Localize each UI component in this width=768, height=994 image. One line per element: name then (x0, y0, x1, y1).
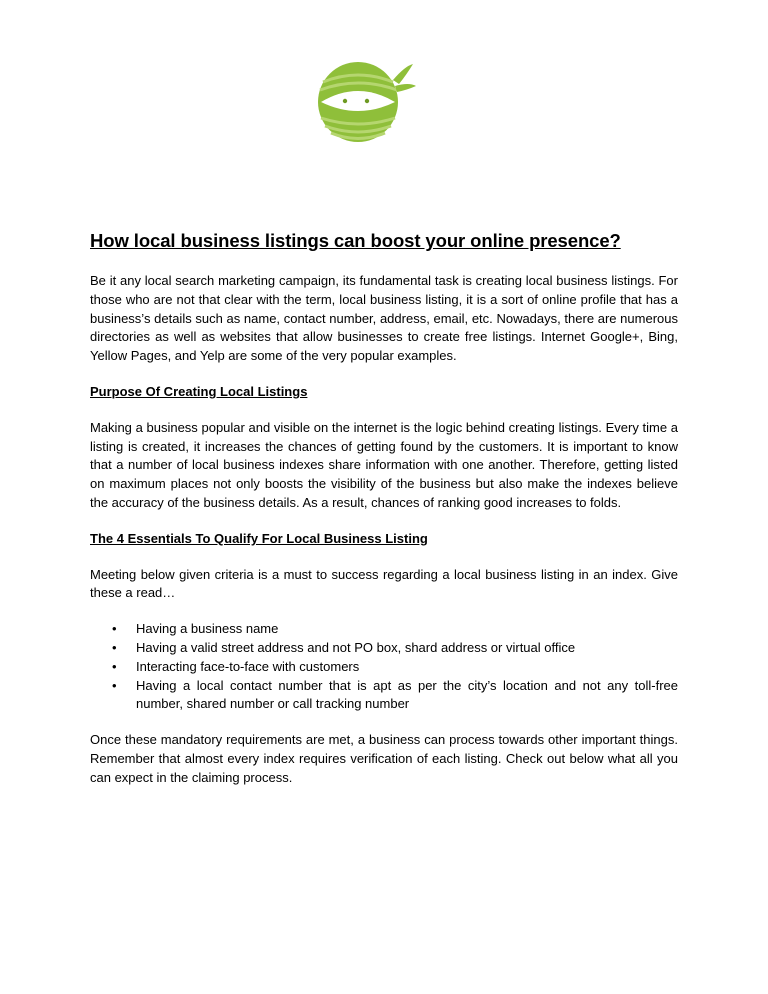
section-heading-essentials: The 4 Essentials To Qualify For Local Business Listing (90, 530, 428, 546)
section-heading-purpose: Purpose Of Creating Local Listings (90, 383, 308, 399)
list-item-text: Having a business name (136, 621, 279, 637)
bullet-icon: • (112, 621, 117, 637)
list-item-text: Having a local contact number that is apt as per the city’s location and not any toll-free number, shared number or call tracking number (136, 677, 678, 712)
list-item (112, 658, 678, 677)
ninja-head-logo-icon (313, 50, 417, 150)
page-title: How local business listings can boost your online presence? (90, 230, 621, 251)
intro-paragraph: Be it any local search marketing campaign, its fundamental task is creating local business listings. For those who are not that clear with the term, local business listing, it is a sort of online profile that has a business’s details such as name, contact number, address, email, etc. Nowadays, there are numerous directories as well as websites that allow businesses to create free listings. Internet Google+, Bing, Yellow Pages, and Yelp are some of the very popular examples. (90, 273, 678, 364)
bullet-icon: • (112, 639, 117, 655)
list-item-text: Having a valid street address and not PO box, shard address or virtual office (136, 639, 576, 655)
list-item (112, 639, 678, 658)
essentials-intro-paragraph: Meeting below given criteria is a must to success regarding a local business listing in an index. Give these a read… (90, 566, 678, 601)
list-item-text: Interacting face-to-face with customers (136, 658, 360, 674)
bullet-icon: • (112, 658, 117, 674)
document-body (90, 230, 678, 805)
purpose-paragraph: Making a business popular and visible on the internet is the logic behind creating listings. Every time a listing is created, it increases the chances of getting found by the customers. It is important to know that a number of local business indexes share information with one another. Therefore, getting listed on maximum places not only boosts the visibility of the business but also make the indexes believe the accuracy of the business details. As a result, chances of ranking good increases to folds. (90, 419, 678, 510)
list-item (112, 620, 678, 639)
closing-paragraph: Once these mandatory requirements are met, a business can process towards other important things. Remember that almost every index requires verification of each listing. Check out below what all you can expect in the claiming process. (90, 732, 678, 785)
list-item (112, 677, 678, 715)
essentials-list (90, 620, 678, 714)
bullet-icon: • (112, 677, 117, 693)
